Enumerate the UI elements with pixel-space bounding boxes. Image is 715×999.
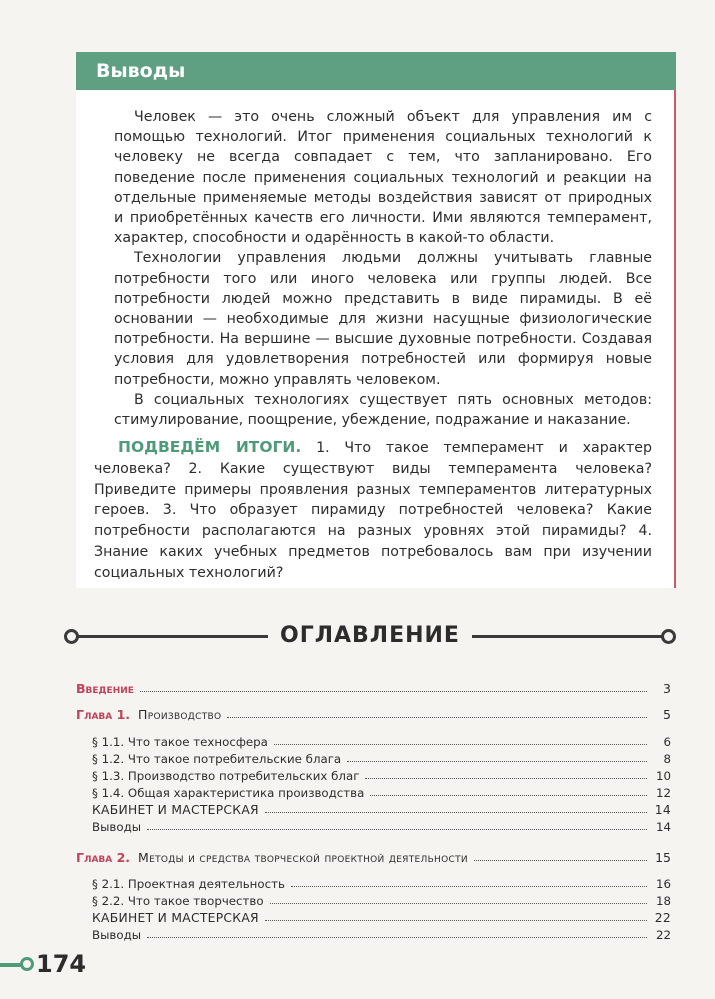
page-number-line xyxy=(0,963,22,967)
toc-row-section[interactable] xyxy=(92,816,671,834)
toc-leader xyxy=(347,761,647,762)
decor-dot-right xyxy=(661,629,676,644)
toc-page: 14 xyxy=(655,820,671,834)
toc-row-intro[interactable] xyxy=(76,678,671,696)
conclusions-title: Выводы xyxy=(96,60,186,82)
conclusions-paragraph: Технологии управления людьми должны учитывать главные потребности того или иного человека или группы людей. Все потребности людей можно представить в виде пирамиды. В её основании — необходимые для жизни насущные физиологические потребности. На вершине — высшие духовные потребности. Создавая условия для удовлетворения потребностей или формируя новые потребности, можно управлять человеком. xyxy=(114,250,652,388)
toc-leader xyxy=(227,717,647,718)
page-number: 174 xyxy=(36,950,87,978)
toc-row-section[interactable] xyxy=(92,748,671,766)
toc-label: § 2.2. Что такое творчество xyxy=(92,894,264,908)
chapter-name: Методы и средства творческой проектной деятельности xyxy=(138,850,468,865)
toc-label: Выводы xyxy=(92,820,142,834)
chapter-name: Производство xyxy=(138,707,222,722)
toc-label: § 1.3. Производство потребительских благ xyxy=(92,769,360,783)
toc-label: § 1.2. Что такое потребительские блага xyxy=(92,752,342,766)
chapter-prefix: Глава 2. xyxy=(76,850,131,865)
toc-page: 10 xyxy=(655,769,671,783)
conclusions-header xyxy=(76,52,676,90)
toc-page: 6 xyxy=(663,735,671,749)
toc-leader xyxy=(274,744,647,745)
toc-row-section[interactable] xyxy=(92,782,671,800)
toc-row-section[interactable] xyxy=(92,907,671,925)
toc-leader xyxy=(291,886,647,887)
decor-line-right xyxy=(472,635,662,638)
conclusions-paragraph: В социальных технологиях существует пять основных методов: стимулирование, поощрение, убеждение, подражание и наказание. xyxy=(114,391,652,429)
toc-page: 16 xyxy=(655,877,671,891)
toc-row-section[interactable] xyxy=(92,924,671,942)
conclusions-text xyxy=(114,107,652,430)
toc-leader xyxy=(370,795,647,796)
toc-page: 12 xyxy=(655,786,671,800)
chapter-prefix: Глава 1. xyxy=(76,707,131,722)
toc-row-chapter-1[interactable] xyxy=(76,704,671,722)
toc-row-chapter-2[interactable] xyxy=(76,847,671,865)
toc-row-section[interactable] xyxy=(92,873,671,891)
toc-leader xyxy=(140,691,647,692)
toc-page: 22 xyxy=(655,928,671,942)
toc-heading xyxy=(64,621,676,651)
toc-title: ОГЛАВЛЕНИЕ xyxy=(280,623,460,648)
toc-leader xyxy=(147,829,647,830)
toc-row-section[interactable] xyxy=(92,731,671,749)
toc-label: § 1.4. Общая характеристика производства xyxy=(92,786,365,800)
toc-label: § 2.1. Проектная деятельность xyxy=(92,877,285,891)
toc-page: 5 xyxy=(663,707,671,722)
toc-page: 3 xyxy=(663,681,671,696)
toc-label: КАБИНЕТ И МАСТЕРСКАЯ xyxy=(92,803,259,817)
toc-page: 18 xyxy=(655,894,671,908)
summary-questions xyxy=(94,437,652,584)
toc-row-section[interactable] xyxy=(92,765,671,783)
toc-label: КАБИНЕТ И МАСТЕРСКАЯ xyxy=(92,911,259,925)
toc-row-section[interactable] xyxy=(92,799,671,817)
toc-leader xyxy=(270,903,647,904)
page-number-dot xyxy=(20,957,34,971)
toc-leader xyxy=(474,860,647,861)
summary-title: ПОДВЕДЁМ ИТОГИ. xyxy=(118,438,302,456)
toc-leader xyxy=(147,937,647,938)
toc-label: Выводы xyxy=(92,928,142,942)
toc-leader xyxy=(265,812,647,813)
toc-label: Введение xyxy=(76,681,134,696)
toc-page: 22 xyxy=(654,911,671,925)
summary-text: 1. Что такое темперамент и характер человека? 2. Какие существуют виды темперамента человека? Приведите примеры проявления разных темпераментов литературных героев. 3. Что образует пирамиду потребностей человека? Какие потребности располагаются на разных уровнях этой пирамиды? 4. Знание каких учебных предметов потребовалось вам при изучении социальных технологий? xyxy=(94,440,653,581)
toc-page: 15 xyxy=(655,850,671,865)
toc-leader xyxy=(265,920,647,921)
toc-leader xyxy=(365,778,647,779)
toc-row-section[interactable] xyxy=(92,890,671,908)
toc-label: § 1.1. Что такое техносфера xyxy=(92,735,268,749)
toc-page: 14 xyxy=(654,803,671,817)
toc-page: 8 xyxy=(663,752,671,766)
conclusions-paragraph: Человек — это очень сложный объект для управления им с помощью технологий. Итог применения социальных технологий к человеку не всегда совпадает с тем, что запланировано. Его поведение после применения социальных технологий и реакции на отдельные применяемые методы воздействия зависят от природных и приобретённых качеств его личности. Ими являются темперамент, характер, способности и одарённость в какой-то области. xyxy=(114,109,652,247)
